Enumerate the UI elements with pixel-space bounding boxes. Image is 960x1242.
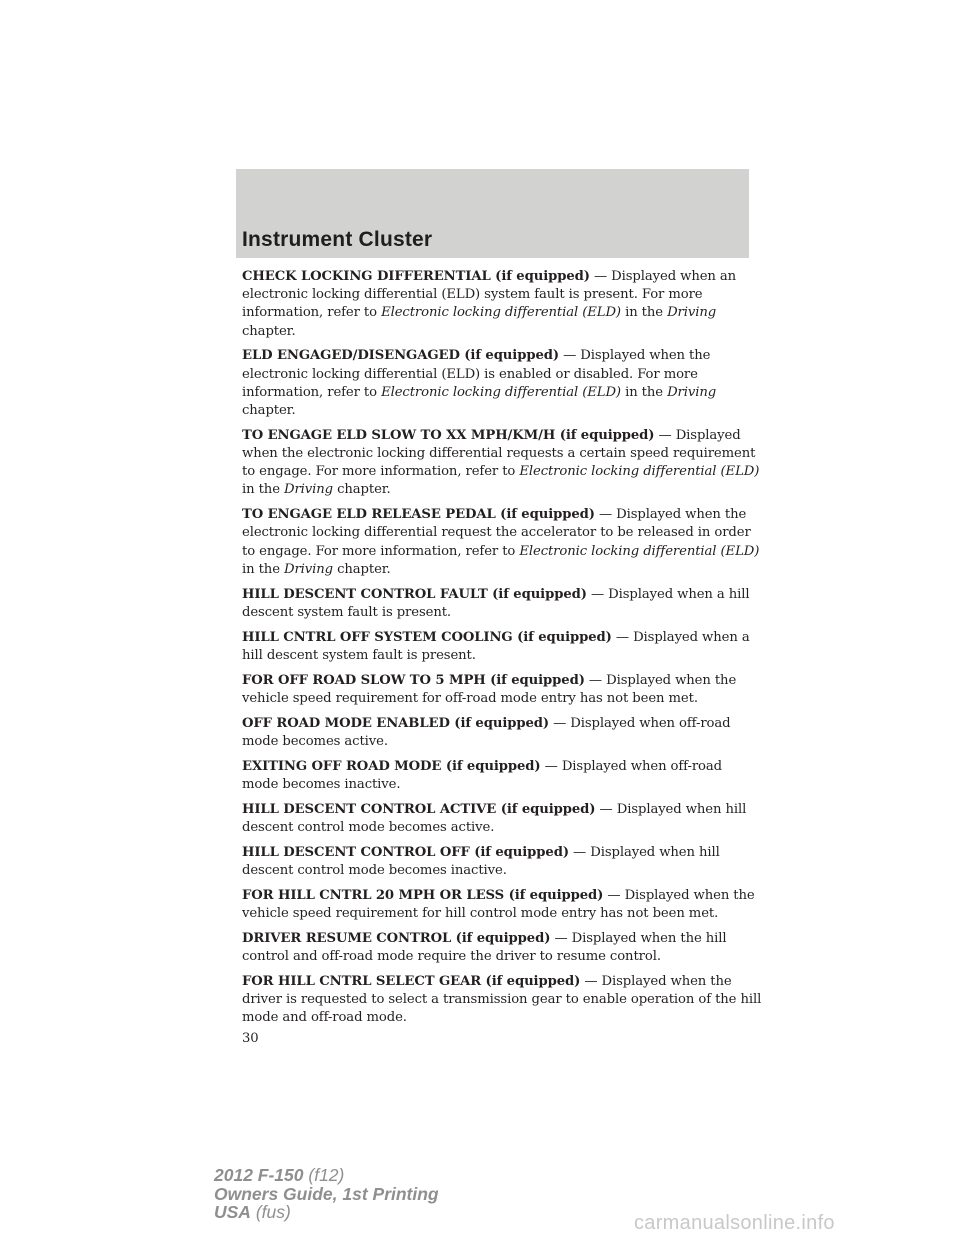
entry-term: FOR HILL CNTRL SELECT GEAR (if equipped) [242, 973, 581, 989]
entry-reference: Electronic locking differential (ELD) [519, 543, 760, 559]
message-entry-select-gear [242, 973, 762, 1028]
entry-term: ELD ENGAGED/DISENGAGED (if equipped) [242, 348, 560, 364]
entry-term: HILL DESCENT CONTROL ACTIVE (if equipped) [242, 801, 596, 817]
entry-description: — Displayed when off-road mode becomes active. [242, 715, 731, 749]
entry-chapter-reference: Driving [667, 384, 717, 400]
message-entry-hill-descent-off [242, 844, 762, 880]
message-entry-hill-cntrl-speed [242, 887, 762, 923]
entry-description: — Displayed when an electronic locking differential (ELD) system fault is present. For more information, refer to [242, 269, 737, 321]
message-entry-eld-engaged [242, 347, 762, 420]
message-entry-hill-descent-fault [242, 586, 762, 622]
entry-term: TO ENGAGE ELD RELEASE PEDAL (if equipped) [242, 507, 595, 523]
watermark: carmanualsonline.info [634, 1212, 835, 1234]
entry-description: — Displayed when the driver is requested to select a transmission gear to enable operation of the hill mode and off-road mode. [242, 973, 762, 1026]
message-entry-driver-resume [242, 930, 762, 966]
footer-guide: Owners Guide, 1st Printing [214, 1183, 439, 1204]
entry-description: — Displayed when the electronic locking differential request the accelerator to be released in order to engage. For more information, refer to [242, 507, 751, 559]
message-entry-hill-descent-active [242, 801, 762, 837]
entry-description: — Displayed when the hill control and off-road mode require the driver to resume control. [242, 930, 727, 964]
footer-market-line [214, 1203, 439, 1222]
section-title: Instrument Cluster [242, 228, 433, 251]
entry-tail: chapter. [333, 482, 391, 498]
entry-reference: Electronic locking differential (ELD) [381, 384, 621, 400]
message-entry-check-locking-differential [242, 268, 762, 341]
footer-model-code: (f12) [303, 1165, 345, 1185]
entry-term: HILL DESCENT CONTROL FAULT (if equipped) [242, 586, 587, 602]
entry-chapter-reference: Driving [667, 305, 717, 321]
section-header [236, 169, 749, 258]
footer-market-code: (fus) [250, 1202, 291, 1222]
entry-term: CHECK LOCKING DIFFERENTIAL (if equipped) [242, 269, 590, 284]
entry-reference: Electronic locking differential (ELD) [519, 464, 760, 480]
message-entry-off-road-slow [242, 672, 762, 708]
entry-description: — Displayed when the vehicle speed requirement for hill control mode entry has not been met. [242, 887, 755, 921]
page-content [242, 268, 762, 1048]
footer-market: USA [214, 1202, 251, 1222]
entry-tail: chapter. [333, 561, 391, 577]
message-entry-hill-cntrl-cooling [242, 629, 762, 665]
entry-term: HILL DESCENT CONTROL OFF (if equipped) [242, 844, 569, 860]
entry-connector: in the [620, 384, 668, 400]
entry-term: FOR OFF ROAD SLOW TO 5 MPH (if equipped) [242, 672, 585, 688]
message-entry-off-road-enabled [242, 715, 762, 751]
message-entry-eld-slow [242, 427, 762, 500]
entry-chapter-reference: Driving [284, 482, 333, 498]
page-number: 30 [242, 1030, 259, 1046]
entry-description: — Displayed when a hill descent system fault is present. [242, 629, 750, 663]
entry-term: DRIVER RESUME CONTROL (if equipped) [242, 930, 551, 946]
entry-connector: in the [242, 561, 284, 577]
message-entry-eld-release-pedal [242, 506, 762, 579]
entry-description: — Displayed when the electronic locking differential requests a certain speed requirement to engage. For more information, refer to [242, 427, 756, 480]
footer-model: 2012 F-150 [214, 1165, 304, 1185]
entry-term: HILL CNTRL OFF SYSTEM COOLING (if equipped) [242, 629, 612, 645]
entry-connector: in the [242, 482, 284, 498]
document-footer [214, 1166, 439, 1222]
entry-connector: in the [620, 305, 668, 321]
entry-tail: chapter. [242, 323, 296, 339]
entry-description: — Displayed when the electronic locking differential (ELD) is enabled or disabled. For more information, refer to [242, 348, 711, 400]
entry-chapter-reference: Driving [284, 561, 333, 577]
message-entry-exiting-off-road [242, 758, 762, 794]
entry-term: EXITING OFF ROAD MODE (if equipped) [242, 758, 541, 774]
entry-description: — Displayed when off-road mode becomes inactive. [242, 758, 722, 792]
entry-term: FOR HILL CNTRL 20 MPH OR LESS (if equipped) [242, 887, 604, 903]
entry-term: TO ENGAGE ELD SLOW TO XX MPH/KM/H (if equipped) [242, 427, 655, 443]
entry-description: — Displayed when hill descent control mode becomes inactive. [242, 844, 720, 878]
entry-description: — Displayed when a hill descent system fault is present. [242, 586, 750, 620]
entry-description: — Displayed when the vehicle speed requirement for off-road mode entry has not been met. [242, 672, 737, 706]
entry-term: OFF ROAD MODE ENABLED (if equipped) [242, 715, 550, 731]
entry-reference: Electronic locking differential (ELD) [381, 305, 621, 321]
entry-description: — Displayed when hill descent control mode becomes active. [242, 801, 747, 835]
entry-tail: chapter. [242, 403, 296, 419]
footer-model-line [214, 1166, 439, 1185]
